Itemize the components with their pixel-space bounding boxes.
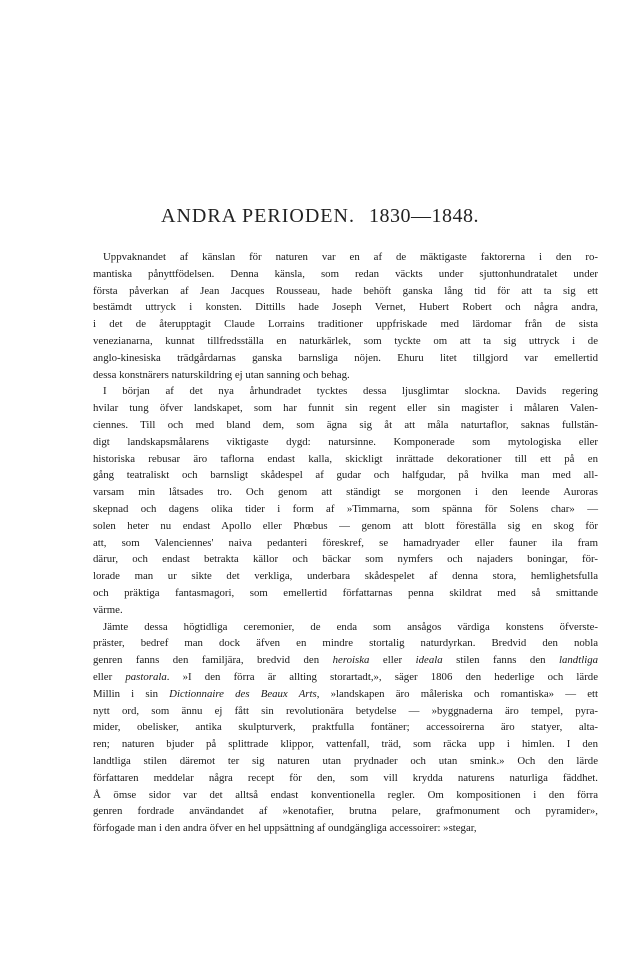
text-run: genren fordrade användandet af »kenotafier, brutna pelare, grafmonument och pyramider», — [93, 805, 598, 818]
italic-term: pastorala — [125, 670, 167, 683]
text-line — [93, 551, 598, 568]
text-run: hvilar tung öfver landskapet, som har funnit sin regent eller sin magister i målaren Valen- — [93, 402, 598, 415]
text-line — [93, 383, 598, 400]
text-run: att, som Valenciennes' naiva pedanteri föreskref, se hamadryader eller fauner ila fram — [93, 536, 598, 549]
italic-term: Dictionnaire des Beaux Arts — [169, 687, 317, 700]
italic-term: landtliga — [559, 654, 599, 667]
text-line — [93, 619, 598, 636]
text-run: gång teatraliskt och barnsligt skådespel af gudar och halfgudar, på hvilka man med all- — [93, 469, 598, 482]
text-run: värme. — [93, 603, 123, 616]
text-run: författaren meddelar några recept för den, som vill krydda naturens naturliga fäddhet. — [93, 771, 598, 784]
text-run: mider, obelisker, antika skulpturverk, praktfulla fontäner; accessoirerna äro statyer, alta- — [93, 721, 598, 734]
italic-term: ideala — [415, 654, 443, 667]
text-run: genren fanns den familjära, bredvid den — [93, 654, 333, 667]
text-run: präster, bedref man dock äfven en mindre stortalig naturdyrkan. Bredvid den nobla — [93, 637, 598, 650]
text-run: varsam min låtsades tro. Och genom att ständigt se morgonen i den leende Auroras — [93, 486, 598, 499]
text-line — [93, 770, 598, 787]
text-line — [93, 820, 598, 837]
text-run: Millin i sin — [93, 687, 170, 700]
text-run: i det de återupptagit Claude Lorrains traditioner uppfriskade med lärdomar från de sista — [93, 318, 598, 331]
text-run: första påverkan af Jean Jacques Rousseau, hade behöft ganska lång tid för att ta sig ett — [93, 284, 598, 297]
text-run: ciennes. Till och med bland dem, som ägna sig åt att måla naturtaflor, saknas fullstän- — [93, 418, 598, 431]
chapter-years: 1830—1848. — [368, 205, 479, 227]
text-line — [93, 316, 598, 333]
chapter-title — [0, 205, 640, 228]
text-line — [93, 568, 598, 585]
text-run: därur, och endast betrakta källor och bäckar som nymfers och najaders boningar, för- — [93, 553, 598, 566]
text-run: Å ömse sidor var det alltså endast konventionella regler. Om kompositionen i den förra — [93, 788, 598, 801]
paragraph — [93, 619, 598, 837]
text-run: förfogade man i den andra öfver en hel uppsättning af oundgängliga accessoirer: »stegar, — [93, 822, 477, 835]
text-line — [93, 753, 598, 770]
text-line — [93, 434, 598, 451]
text-line — [93, 652, 598, 669]
text-run: dessa konstnärers naturskildring ej utan sanning och behag. — [93, 368, 350, 381]
chapter-heading: ANDRA PERIODEN. — [161, 205, 355, 227]
text-line — [93, 333, 598, 350]
text-run: venezianarna, kunnat tillfredsställa en naturkärlek, som tyckte om att ta sig uttryck i de — [93, 334, 598, 347]
text-line — [93, 484, 598, 501]
text-run: eller — [369, 654, 416, 667]
text-line — [93, 299, 598, 316]
text-line — [93, 451, 598, 468]
text-run: Jämte dessa högtidliga ceremonier, de enda som ansågos värdiga konstens öfverste- — [103, 620, 598, 633]
text-run: I början af det nya århundradet tycktes dessa ljusglimtar slockna. Davids regering — [103, 385, 598, 398]
text-line — [93, 350, 598, 367]
text-run: , »landskapen äro måleriska och romantiska» — ett — [316, 687, 599, 700]
text-run: ren; naturen bjuder på splittrade klippor, vattenfall, träd, som räcka upp i himlen. I den — [93, 738, 598, 751]
text-run: lorade man ur sikte det verkliga, underbara skådespelet af denna stora, hemlighetsfulla — [93, 570, 598, 583]
italic-term: heroiska — [332, 654, 370, 667]
text-run: stilen fanns den — [442, 654, 560, 667]
text-line — [93, 467, 598, 484]
text-line — [93, 736, 598, 753]
text-run: nytt ord, som ännu ej fått sin revolutionära betydelse — »byggnaderna äro tempel, pyra- — [93, 704, 598, 717]
text-run: . »I den förra är allting storartadt,», säger 1806 den hederlige och lärde — [166, 670, 598, 683]
text-line — [93, 535, 598, 552]
text-line — [93, 367, 598, 384]
text-line — [93, 602, 598, 619]
text-line — [93, 249, 598, 266]
text-line — [93, 417, 598, 434]
text-line — [93, 719, 598, 736]
text-run: historiska rebusar äro taflorna endast kalla, skickligt inrättade dekorationer till ett på en — [93, 452, 598, 465]
text-line — [93, 283, 598, 300]
text-run: och präktiga fantasmagori, som emellertid författarnas penna skildrat med så smittande — [93, 586, 598, 599]
text-line — [93, 787, 598, 804]
text-run: bestämdt uttryck i konsten. Dittills hade Joseph Vernet, Hubert Robert och några andra, — [93, 301, 598, 314]
text-run: anglo-kinesiska trädgårdarnas ganska barnsliga nöjen. Ehuru litet tillgjord var emellertid — [93, 351, 598, 364]
text-run: digt landskapsmålarens viktigaste dygd: natursinne. Komponerade som mytologiska eller — [93, 435, 598, 448]
text-run: Uppvaknandet af känslan för naturen var en af de mäktigaste faktorerna i den ro- — [103, 251, 598, 263]
text-line — [93, 686, 598, 703]
text-line — [93, 703, 598, 720]
text-run: landtliga stilen däremot ter sig naturen utan prydnader och utan smink.» Och den lärde — [93, 754, 598, 767]
paragraph — [93, 249, 598, 383]
body-text — [93, 249, 598, 837]
text-run: skepnad och dagens olika tider i form af »Timmarna, som spänna för Solens char» — — [93, 502, 598, 515]
text-run: mantiska pånyttfödelsen. Denna känsla, som redan väckts under sjuttonhundratalet under — [93, 267, 598, 280]
text-run: solen heter nu endast Apollo eller Phœbus — genom att blott föreställa sig en skog för — [93, 519, 598, 532]
text-line — [93, 585, 598, 602]
text-line — [93, 400, 598, 417]
text-line — [93, 669, 598, 686]
text-line — [93, 803, 598, 820]
text-line — [93, 266, 598, 283]
text-line — [93, 501, 598, 518]
text-line — [93, 635, 598, 652]
text-run: eller — [93, 670, 126, 683]
text-line — [93, 518, 598, 535]
paragraph — [93, 383, 598, 618]
